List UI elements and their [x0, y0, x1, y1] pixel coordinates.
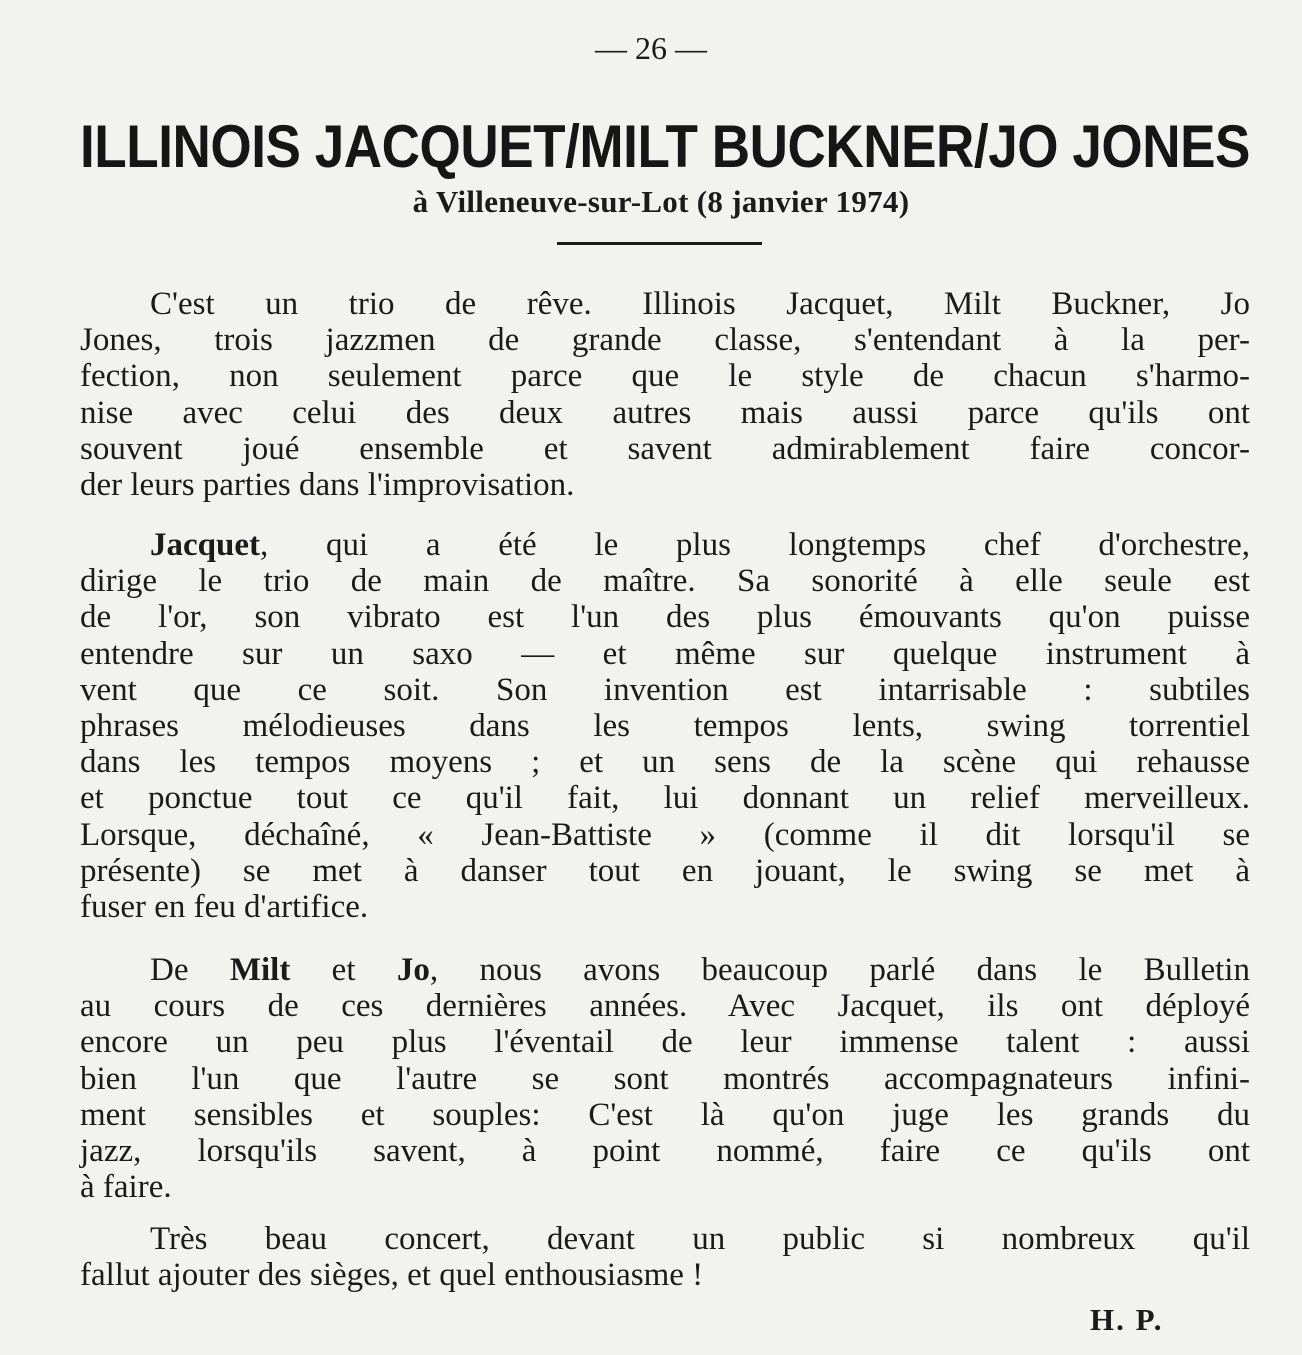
text-line: [80, 817, 1250, 853]
bold-name: Jacquet: [150, 527, 260, 563]
article-title: ILLINOIS JACQUET/MILT BUCKNER/JO JONES: [80, 113, 1250, 180]
article-subtitle: à Villeneuve-sur-Lot (8 janvier 1974): [412, 184, 910, 219]
text-line: [80, 599, 1250, 635]
text-segment: vent que ce soit. Son invention est intarrisable : subtiles: [80, 671, 1250, 708]
text-line: [80, 431, 1250, 467]
text-line: [80, 744, 1250, 780]
text-segment: souvent joué ensemble et savent admirablement faire concor-: [80, 430, 1250, 467]
title-divider: [557, 242, 762, 245]
text-line: [150, 1221, 1250, 1257]
text-line: [80, 358, 1250, 394]
text-line: [80, 1097, 1250, 1133]
text-line: [80, 1133, 1250, 1169]
text-segment: et ponctue tout ce qu'il fait, lui donnant un relief merveilleux.: [80, 780, 1250, 817]
text-line: [80, 395, 1250, 431]
text-line: [150, 952, 1250, 988]
text-segment: C'est un trio de rêve. Illinois Jacquet, Milt Buckner, Jo: [150, 286, 1250, 322]
bold-name: Milt: [229, 952, 291, 988]
text-segment: fection, non seulement parce que le style de chacun s'harmo-: [80, 358, 1250, 395]
text-line: [80, 322, 1250, 358]
text-segment: encore un peu plus l'éventail de leur immense talent : aussi: [80, 1024, 1250, 1061]
text-segment: dans les tempos moyens ; et un sens de la scène qui rehausse: [80, 744, 1250, 781]
text-line: [80, 853, 1250, 889]
author-signature: H. P.: [1090, 1302, 1164, 1337]
text-segment: entendre sur un saxo — et même sur quelque instrument à: [80, 635, 1250, 672]
text-line: [150, 527, 1250, 563]
text-line: [80, 1169, 1250, 1205]
text-segment: bien l'un que l'autre se sont montrés accompagnateurs infini-: [80, 1060, 1250, 1097]
text-segment: Jones, trois jazzmen de grande classe, s'entendant à la per-: [80, 322, 1250, 359]
text-segment: jazz, lorsqu'ils savent, à point nommé, faire ce qu'ils ont: [80, 1133, 1250, 1169]
text-line: [80, 780, 1250, 816]
text-segment: De: [150, 952, 230, 988]
text-segment: , qui a été le plus longtemps chef d'orchestre,: [260, 527, 1250, 563]
bold-name: Jo: [396, 952, 430, 988]
text-line: [80, 636, 1250, 672]
text-segment: phrases mélodieuses dans les tempos lents, swing torrentiel: [80, 708, 1250, 744]
text-segment: fallut ajouter des sièges, et quel enthousiasme !: [80, 1257, 704, 1294]
text-segment: fuser en feu d'artifice.: [80, 889, 369, 925]
text-line: [80, 467, 1250, 503]
text-line: [80, 889, 1250, 925]
text-line: [80, 708, 1250, 744]
text-segment: , nous avons beaucoup parlé dans le Bulletin: [429, 952, 1250, 988]
text-line: [80, 1061, 1250, 1097]
text-segment: nise avec celui des deux autres mais aussi parce qu'ils ont: [80, 394, 1250, 431]
text-segment: à faire.: [80, 1169, 172, 1206]
text-segment: au cours de ces dernières années. Avec Jacquet, ils ont déployé: [80, 988, 1250, 1025]
text-line: [80, 1257, 1250, 1293]
text-segment: et: [290, 952, 397, 988]
text-segment: der leurs parties dans l'improvisation.: [80, 467, 575, 503]
page-number: — 26 —: [595, 30, 707, 66]
text-line: [80, 1024, 1250, 1060]
text-segment: Lorsque, déchaîné, « Jean-Battiste » (comme il dit lorsqu'il se: [80, 816, 1250, 853]
text-segment: ment sensibles et souples: C'est là qu'on juge les grands du: [80, 1096, 1250, 1133]
text-line: [80, 988, 1250, 1024]
text-segment: dirige le trio de main de maître. Sa sonorité à elle seule est: [80, 563, 1250, 600]
text-segment: de l'or, son vibrato est l'un des plus émouvants qu'on puisse: [80, 599, 1250, 636]
text-segment: Très beau concert, devant un public si nombreux qu'il: [150, 1221, 1250, 1257]
text-segment: présente) se met à danser tout en jouant, le swing se met à: [80, 852, 1250, 889]
text-line: [150, 286, 1250, 322]
article-title-container: [80, 112, 1250, 182]
text-line: [80, 563, 1250, 599]
text-line: [80, 672, 1250, 708]
